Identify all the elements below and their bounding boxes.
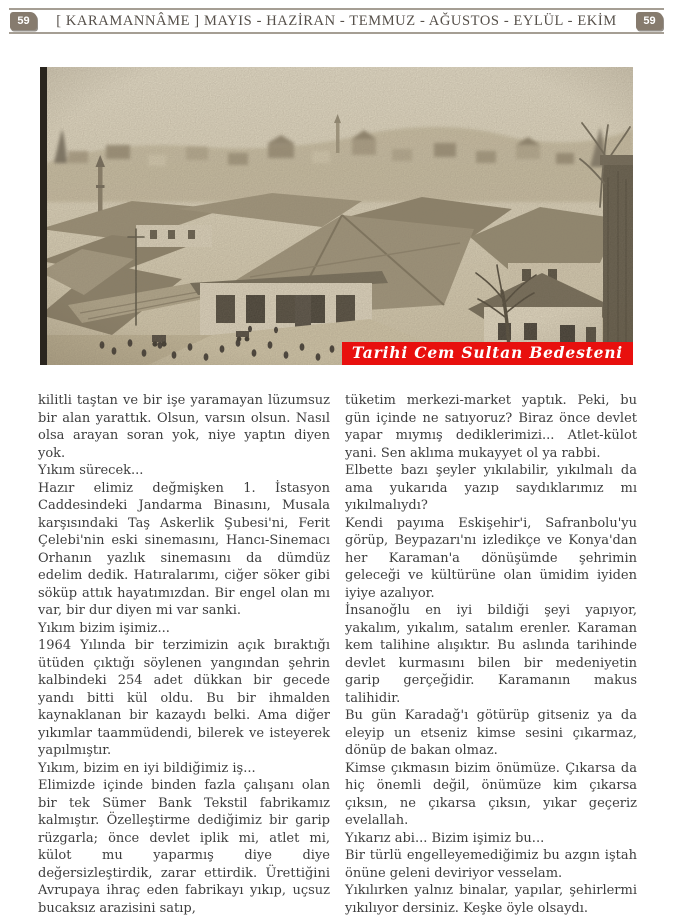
paragraph: Bir türlü engelleyemediğimiz bu azgın iştah önüne geleni deviriyor vesselam. xyxy=(345,848,637,881)
paragraph: İnsanoğlu en iyi bildiği şeyi yapıyor, yakalım, yıkalım, satalım erenler. Karaman kem talihine alışıktır. Bu aslında tarihinde devlet kurmasını bilen bir medeniyetin garip gerçeğidir. Karamanın makus talihidir. xyxy=(345,603,637,706)
paragraph: Elimizde içinde binden fazla çalışanı olan bir tek Sümer Bank Tekstil fabrikamız kalmıştır. Özelleştirme dediğimiz bir garip rüzgarla; önce devlet iplik mi, atlet mi, külot mu yaparmış diye diye değersizleştirdik, zarar ettirdik. Ürettiğini Avrupaya ihraç eden fabrikayı yıkıp, uçsuz bucaksız arazisini satıp, xyxy=(38,778,330,916)
photo-caption: Tarihi Cem Sultan Bedesteni xyxy=(342,342,633,365)
paragraph: Elbette bazı şeyler yıkılabilir, yıkılmalı da ama yukarıda yazıp saydıklarımız mı yıkılmalıydı? xyxy=(345,463,637,513)
photo-figure xyxy=(40,67,633,365)
column-right xyxy=(345,392,637,917)
photo-vignette xyxy=(40,67,633,365)
paragraph: tüketim merkezi-market yaptık. Peki, bu gün içinde ne satıyoruz? Biraz önce devlet yapar mıymış dediklerimizi... Atlet-külot yani. Sen aklıma mukayyet ol ya rabbi. xyxy=(345,393,637,461)
article xyxy=(38,392,637,917)
page-number-left: 59 xyxy=(10,12,37,30)
page-number-right: 59 xyxy=(636,12,663,30)
paragraph: Yıkım, bizim en iyi bildiğimiz iş... xyxy=(38,760,256,776)
page-header xyxy=(9,8,664,34)
paragraph: Kendi payıma Eskişehir'i, Safranbolu'yu görüp, Beypazarı'nı izledikçe ve Konya'dan her Karaman'a dönüşümde şehrimin geleceği ve kültürüne olan ümidim iyiden iyiye azalıyor. xyxy=(345,515,637,601)
photo-scan-edge xyxy=(40,67,47,365)
paragraph: Hazır elimiz değmişken 1. İstasyon Caddesindeki Jandarma Binasını, Musala karşısındaki Taş Askerlik Şubesi'ni, Ferit Çelebi'nin eski sinemasını, Hancı-Sinemacı Orhanın yazlık sinemasını da dümdüz edelim dedik. Hatıralarımı, ciğer söker gibi söküp attık hayatımızdan. Bir engel olan mı var, bir dur diyen mi var sanki. xyxy=(38,480,330,618)
paragraph: Yıkılırken yalnız binalar, yapılar, şehirlermi yıkılıyor dersiniz. Keşke öyle olsaydı. xyxy=(345,883,637,916)
paragraph: kilitli taştan ve bir işe yaramayan lüzumsuz bir alan yarattık. Olsun, varsın olsun. Nasıl olsa arayan soran yok, niye yaptın diyen yok. xyxy=(38,393,330,461)
paragraph: Kimse çıkmasın bizim önümüze. Çıkarsa da hiç önemli değil, önümüze kim çıkarsa çıksın, ne çıkarsa çıksın, yıkar geçeriz evelallah. xyxy=(345,760,637,828)
paragraph: Yıkarız abi... Bizim işimiz bu... xyxy=(345,830,545,846)
paragraph: Yıkım bizim işimiz... xyxy=(38,620,170,636)
cityscape-photo xyxy=(40,67,633,365)
paragraph: Bu gün Karadağ'ı götürüp gitseniz ya da eleyip un etseniz kimse sesini çıkarmaz, dönüp de bakan olmaz. xyxy=(345,708,637,758)
paragraph: 1964 Yılında bir terzimizin açık bıraktığı ütüden çıktığı söylenen yangından şehrin kalbindeki 254 adet dükkan bir gecede yandı bitti kül oldu. Bu bir ihmalden kaynaklanan bir kazaydı belki. Ama diğer yıkımlar taammüdendi, bilerek ve isteyerek yapılmıştır. xyxy=(38,638,330,758)
paragraph: Yıkım sürecek... xyxy=(38,463,144,478)
column-left xyxy=(38,392,330,917)
header-title: [ KARAMANNÂME ] MAYIS - HAZİRAN - TEMMUZ - AĞUSTOS - EYLÜL - EKİM xyxy=(56,12,617,29)
